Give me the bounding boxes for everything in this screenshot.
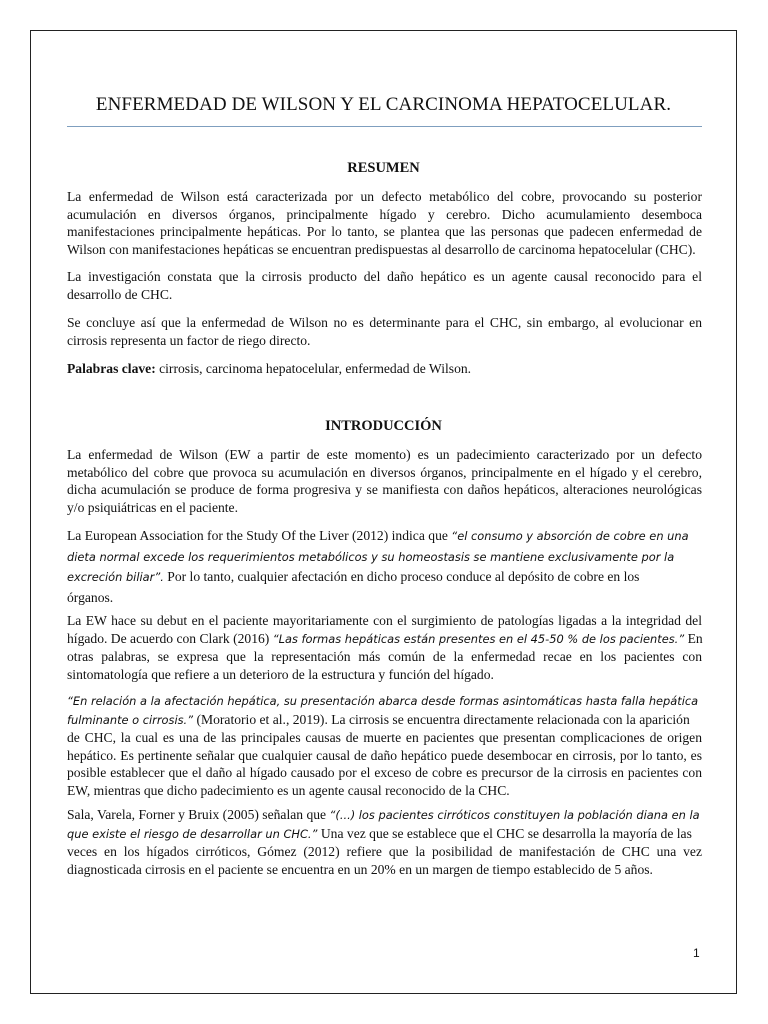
text-span: La European Association for the Study Of the Liver (2012) indica que xyxy=(67,528,452,543)
quote-span: excreción biliar”. xyxy=(67,570,164,584)
text-line: La enfermedad de Wilson (EW a partir de este momento) es un padecimiento caracterizado por un defecto xyxy=(67,447,702,462)
quote-span: “Las formas hepáticas están presentes en el 45-50 % de los pacientes.” xyxy=(272,631,685,646)
text-span: Sala, Varela, Forner y Bruix (2005) señalan que xyxy=(67,807,330,822)
text-line: Se concluye así que la enfermedad de Wilson no es determinante para el CHC, sin embargo, al evolucionar en xyxy=(67,315,702,330)
text-line: de CHC, la cual es una de las principales causas de muerte en pacientes que presentan complicaciones de origen xyxy=(67,730,702,745)
text-line: y/o psiquiátricas en el paciente. xyxy=(67,499,238,515)
title-underline xyxy=(67,126,702,127)
text-line: La investigación constata que la cirrosis producto del daño hepático es un agente causal reconocido para el xyxy=(67,269,702,284)
resumen-paragraph-3 xyxy=(67,314,702,349)
text-line xyxy=(67,692,702,711)
text-line: posible establecer que el daño al hígado causado por el exceso de cobre es precursor de la cirrosis en pacientes con xyxy=(67,765,702,780)
page-number: 1 xyxy=(693,946,700,960)
text-line xyxy=(67,711,702,730)
intro-paragraph-5 xyxy=(67,806,702,878)
text-line: Wilson con manifestaciones hepáticas se encuentran predispuestas al desarrollo de carcinoma hepatocelular (CHC). xyxy=(67,241,696,257)
text-span: hígado. De acuerdo con Clark (2016) xyxy=(67,630,273,646)
text-line: metabólico del cobre que provoca su acumulación en diversos órganos, principalmente en el hígado y el cerebro, xyxy=(67,464,702,480)
text-line: órganos. xyxy=(67,589,114,605)
quote-span: fulminante o cirrosis.” xyxy=(67,712,194,727)
quote-span: que existe el riesgo de desarrollar un CHC.” xyxy=(67,826,318,841)
text-line xyxy=(67,526,702,547)
introduccion-heading: INTRODUCCIÓN xyxy=(325,418,442,434)
resumen-paragraph-2 xyxy=(67,268,702,303)
keywords-text: cirrosis, carcinoma hepatocelular, enfermedad de Wilson. xyxy=(155,361,472,376)
text-line: cirrosis representa un factor de riego directo. xyxy=(67,332,311,348)
quote-span: “En relación a la afectación hepática, su presentación abarca desde formas asintomáticas hasta falla hepática xyxy=(67,694,699,708)
text-line xyxy=(67,806,702,825)
intro-paragraph-2 xyxy=(67,526,702,607)
text-line: veces en los hígados cirróticos, Gómez (2012) refiere que la posibilidad de manifestación de CHC una vez xyxy=(67,844,702,859)
document-title: ENFERMEDAD DE WILSON Y EL CARCINOMA HEPATOCELULAR. xyxy=(95,94,672,115)
text-line: diagnosticada cirrosis en el paciente se encuentra en un 20% en un margen de tiempo establecido de 5 años. xyxy=(67,861,653,877)
text-line: manifestaciones principalmente hepáticas. Por lo tanto, se plantea que las personas que padecen enfermedad de xyxy=(67,224,702,239)
text-line xyxy=(67,630,702,649)
text-line xyxy=(67,547,702,568)
text-line xyxy=(67,567,702,588)
text-line: desarrollo de CHC. xyxy=(67,286,173,302)
resumen-heading: RESUMEN xyxy=(347,160,420,176)
quote-span: dieta normal excede los requerimientos metabólicos y su homeostasis se mantiene exclusivamente por la xyxy=(67,549,675,564)
text-span: En xyxy=(684,630,703,646)
keywords-label: Palabras clave: xyxy=(67,361,156,376)
text-line: La enfermedad de Wilson está caracterizada por un defecto metabólico del cobre, provocando su posterior xyxy=(67,189,702,204)
resumen-paragraph-1 xyxy=(67,188,702,258)
intro-paragraph-4 xyxy=(67,692,702,799)
quote-span: “(...) los pacientes cirróticos constituyen la población diana en la xyxy=(329,808,700,822)
text-line: dicha acumulación se produce de forma progresiva y se manifiesta con daños hepáticos, alteraciones neurológicas xyxy=(67,482,702,497)
text-line: hepático. Es pertinente señalar que cualquier causal de daño hepático puede desembocar en cirrosis, por lo tanto, es xyxy=(67,747,702,763)
intro-paragraph-1 xyxy=(67,446,702,516)
quote-span: “el consumo y absorción de cobre en una xyxy=(451,529,689,543)
text-line: La EW hace su debut en el paciente mayoritariamente con el surgimiento de patologías ligadas a la integridad del xyxy=(67,613,702,628)
text-line: acumulación en diversos órganos, principalmente hígado y cerebro. Dicho acumulamiento desemboca xyxy=(67,206,702,222)
intro-paragraph-3 xyxy=(67,612,702,683)
text-span: (Moratorio et al., 2019). La cirrosis se encuentra directamente relacionada con la aparición xyxy=(193,711,690,727)
text-line: EW, mientras que dicho padecimiento es un agente causal reconocido de la CHC. xyxy=(67,782,510,798)
keywords-line xyxy=(67,360,702,378)
text-line: sintomatología que refiere a un deterioro de la estructura y función del hígado. xyxy=(67,666,494,682)
text-span: Una vez que se establece que el CHC se desarrolla la mayoría de las xyxy=(317,825,692,841)
text-line: otras palabras, se expresa que la representación más común de la enfermedad recae en los pacientes con xyxy=(67,649,702,664)
text-span: Por lo tanto, cualquier afectación en dicho proceso conduce al depósito de cobre en los xyxy=(163,569,640,584)
text-line xyxy=(67,825,702,844)
